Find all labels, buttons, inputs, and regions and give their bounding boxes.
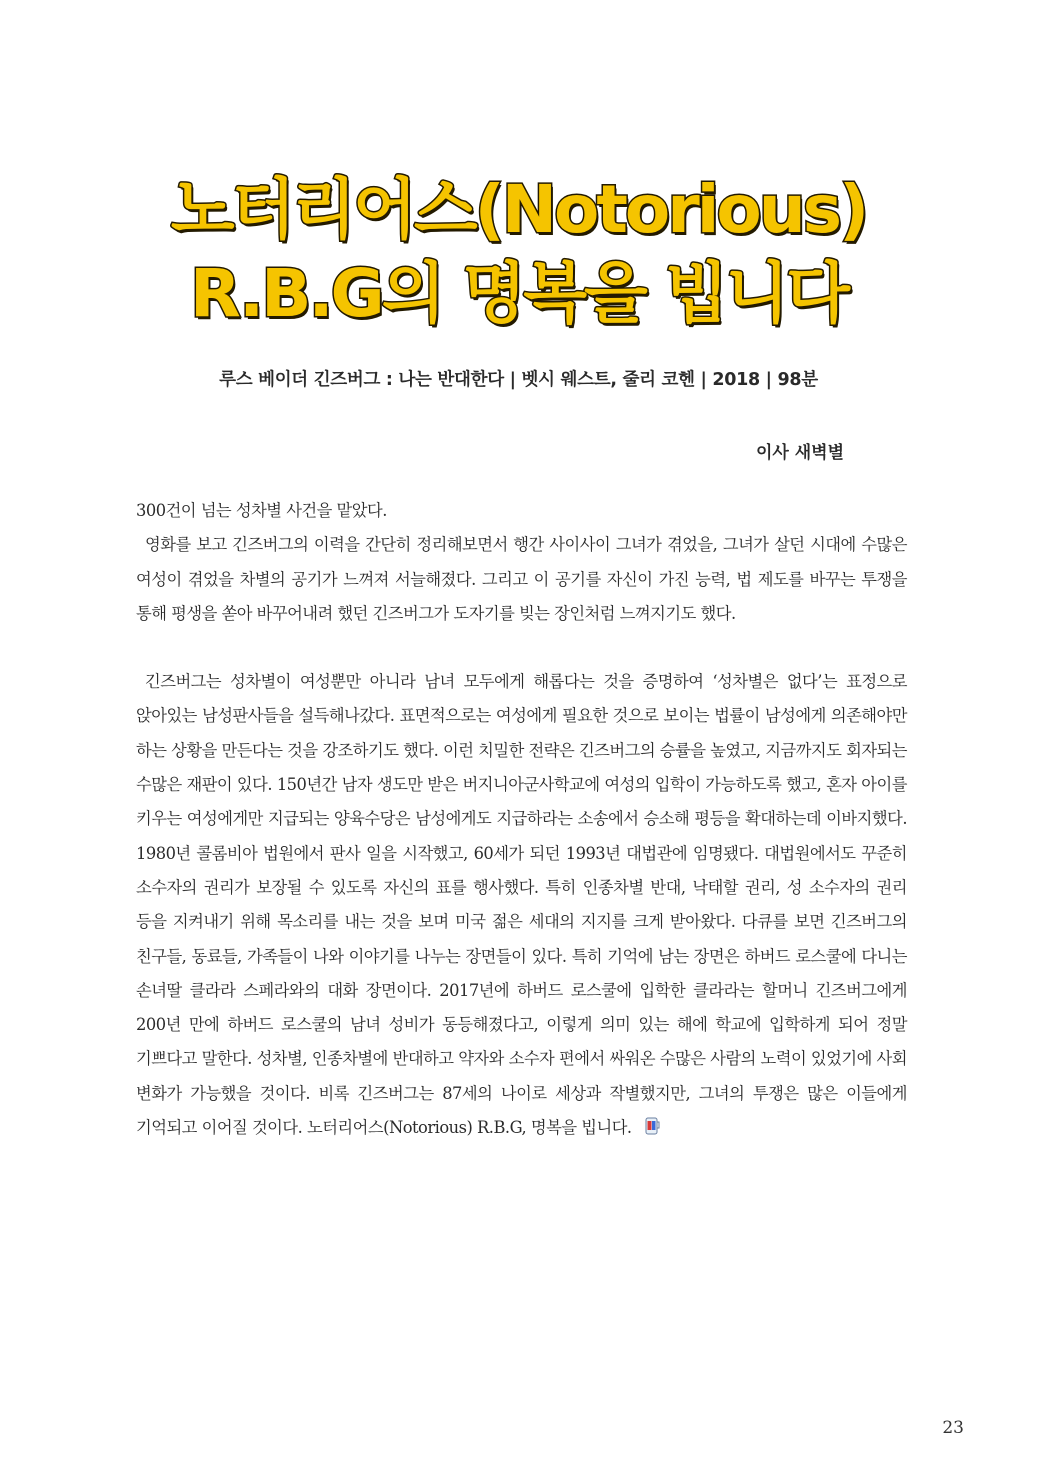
title-block [0,168,1037,336]
paragraph-gap [136,631,907,665]
film-info-subtitle: 루스 베이더 긴즈버그 : 나는 반대한다 | 벳시 웨스트, 줄리 코헨 | 2018 | 98분 [219,370,818,390]
page-number: 23 [942,1418,964,1438]
title-line-1: 노터리어스(Notorious) [170,171,867,248]
mug-icon [635,1114,651,1134]
paragraph-2: 영화를 보고 긴즈버그의 이력을 간단히 정리해보면서 행간 사이사이 그녀가 겪었을, 그녀가 살던 시대에 수많은 여성이 겪었을 차별의 공기가 느껴져 서늘해졌다. 그리고 이 공기를 자신이 가진 능력, 법 제도를 바꾸는 투쟁을 통해 평생을 쏟아 바꾸어내려 했던 긴즈버그가 도자기를 빚는 장인처럼 느껴지기도 했다. [136,535,907,623]
paragraph-3 [136,665,907,1145]
article-body [136,494,907,1145]
paragraph-3-text: 긴즈버그는 성차별이 여성뿐만 아니라 남녀 모두에게 해롭다는 것을 증명하여 ‘성차별은 없다’는 표정으로 앉아있는 남성판사들을 설득해나갔다. 표면적으로는 여성에게 필요한 것으로 보이는 법률이 남성에게 의존해야만 하는 상황을 만든다는 것을 강조하기도 했다. 이런 치밀한 전략은 긴즈버그의 승률을 높였고, 지금까지도 회자되는 수많은 재판이 있다. 150년간 남자 생도만 받은 버지니아군사학교에 여성의 입학이 가능하도록 했고, 혼자 아이를 키우는 여성에게만 지급되는 양육수당은 남성에게도 지급하라는 소송에서 승소해 평등을 확대하는데 이바지했다. 1980년 콜롬비아 법원에서 판사 일을 시작했고, 60세가 되던 1993년 대법관에 임명됐다. 대법원에서도 꾸준히 소수자의 권리가 보장될 수 있도록 자신의 표를 행사했다. 특히 인종차별 반대, 낙태할 권리, 성 소수자의 권리 등을 지켜내기 위해 목소리를 내는 것을 보며 미국 젊은 세대의 지지를 크게 받아왔다. 다큐를 보면 긴즈버그의 친구들, 동료들, 가족들이 나와 이야기를 나누는 장면들이 있다. 특히 기억에 남는 장면은 하버드 로스쿨에 다니는 손녀딸 클라라 스페라와의 대화 장면이다. 2017년에 하버드 로스쿨에 입학한 클라라는 할머니 긴즈버그에게 200년 만에 하버드 로스쿨의 남녀 성비가 동등해졌다고, 이렇게 의미 있는 해에 학교에 입학하게 되어 정말 기쁘다고 말한다. 성차별, 인종차별에 반대하고 약자와 소수자 편에서 싸워온 수많은 사람의 노력이 있었기에 사회 변화가 가능했을 것이다. 비록 긴즈버그는 87세의 나이로 세상과 작별했지만, 그녀의 투쟁은 많은 이들에게 기억되고 이어질 것이다. 노터리어스(Notorious) R.B.G, 명복을 빕니다. [136,672,907,1138]
title-line-2: R.B.G의 명복을 빕니다 [190,255,847,332]
paragraph-1: 300건이 넘는 성차별 사건을 맡았다. [136,501,387,520]
author-byline: 이사 새벽별 [755,443,844,463]
